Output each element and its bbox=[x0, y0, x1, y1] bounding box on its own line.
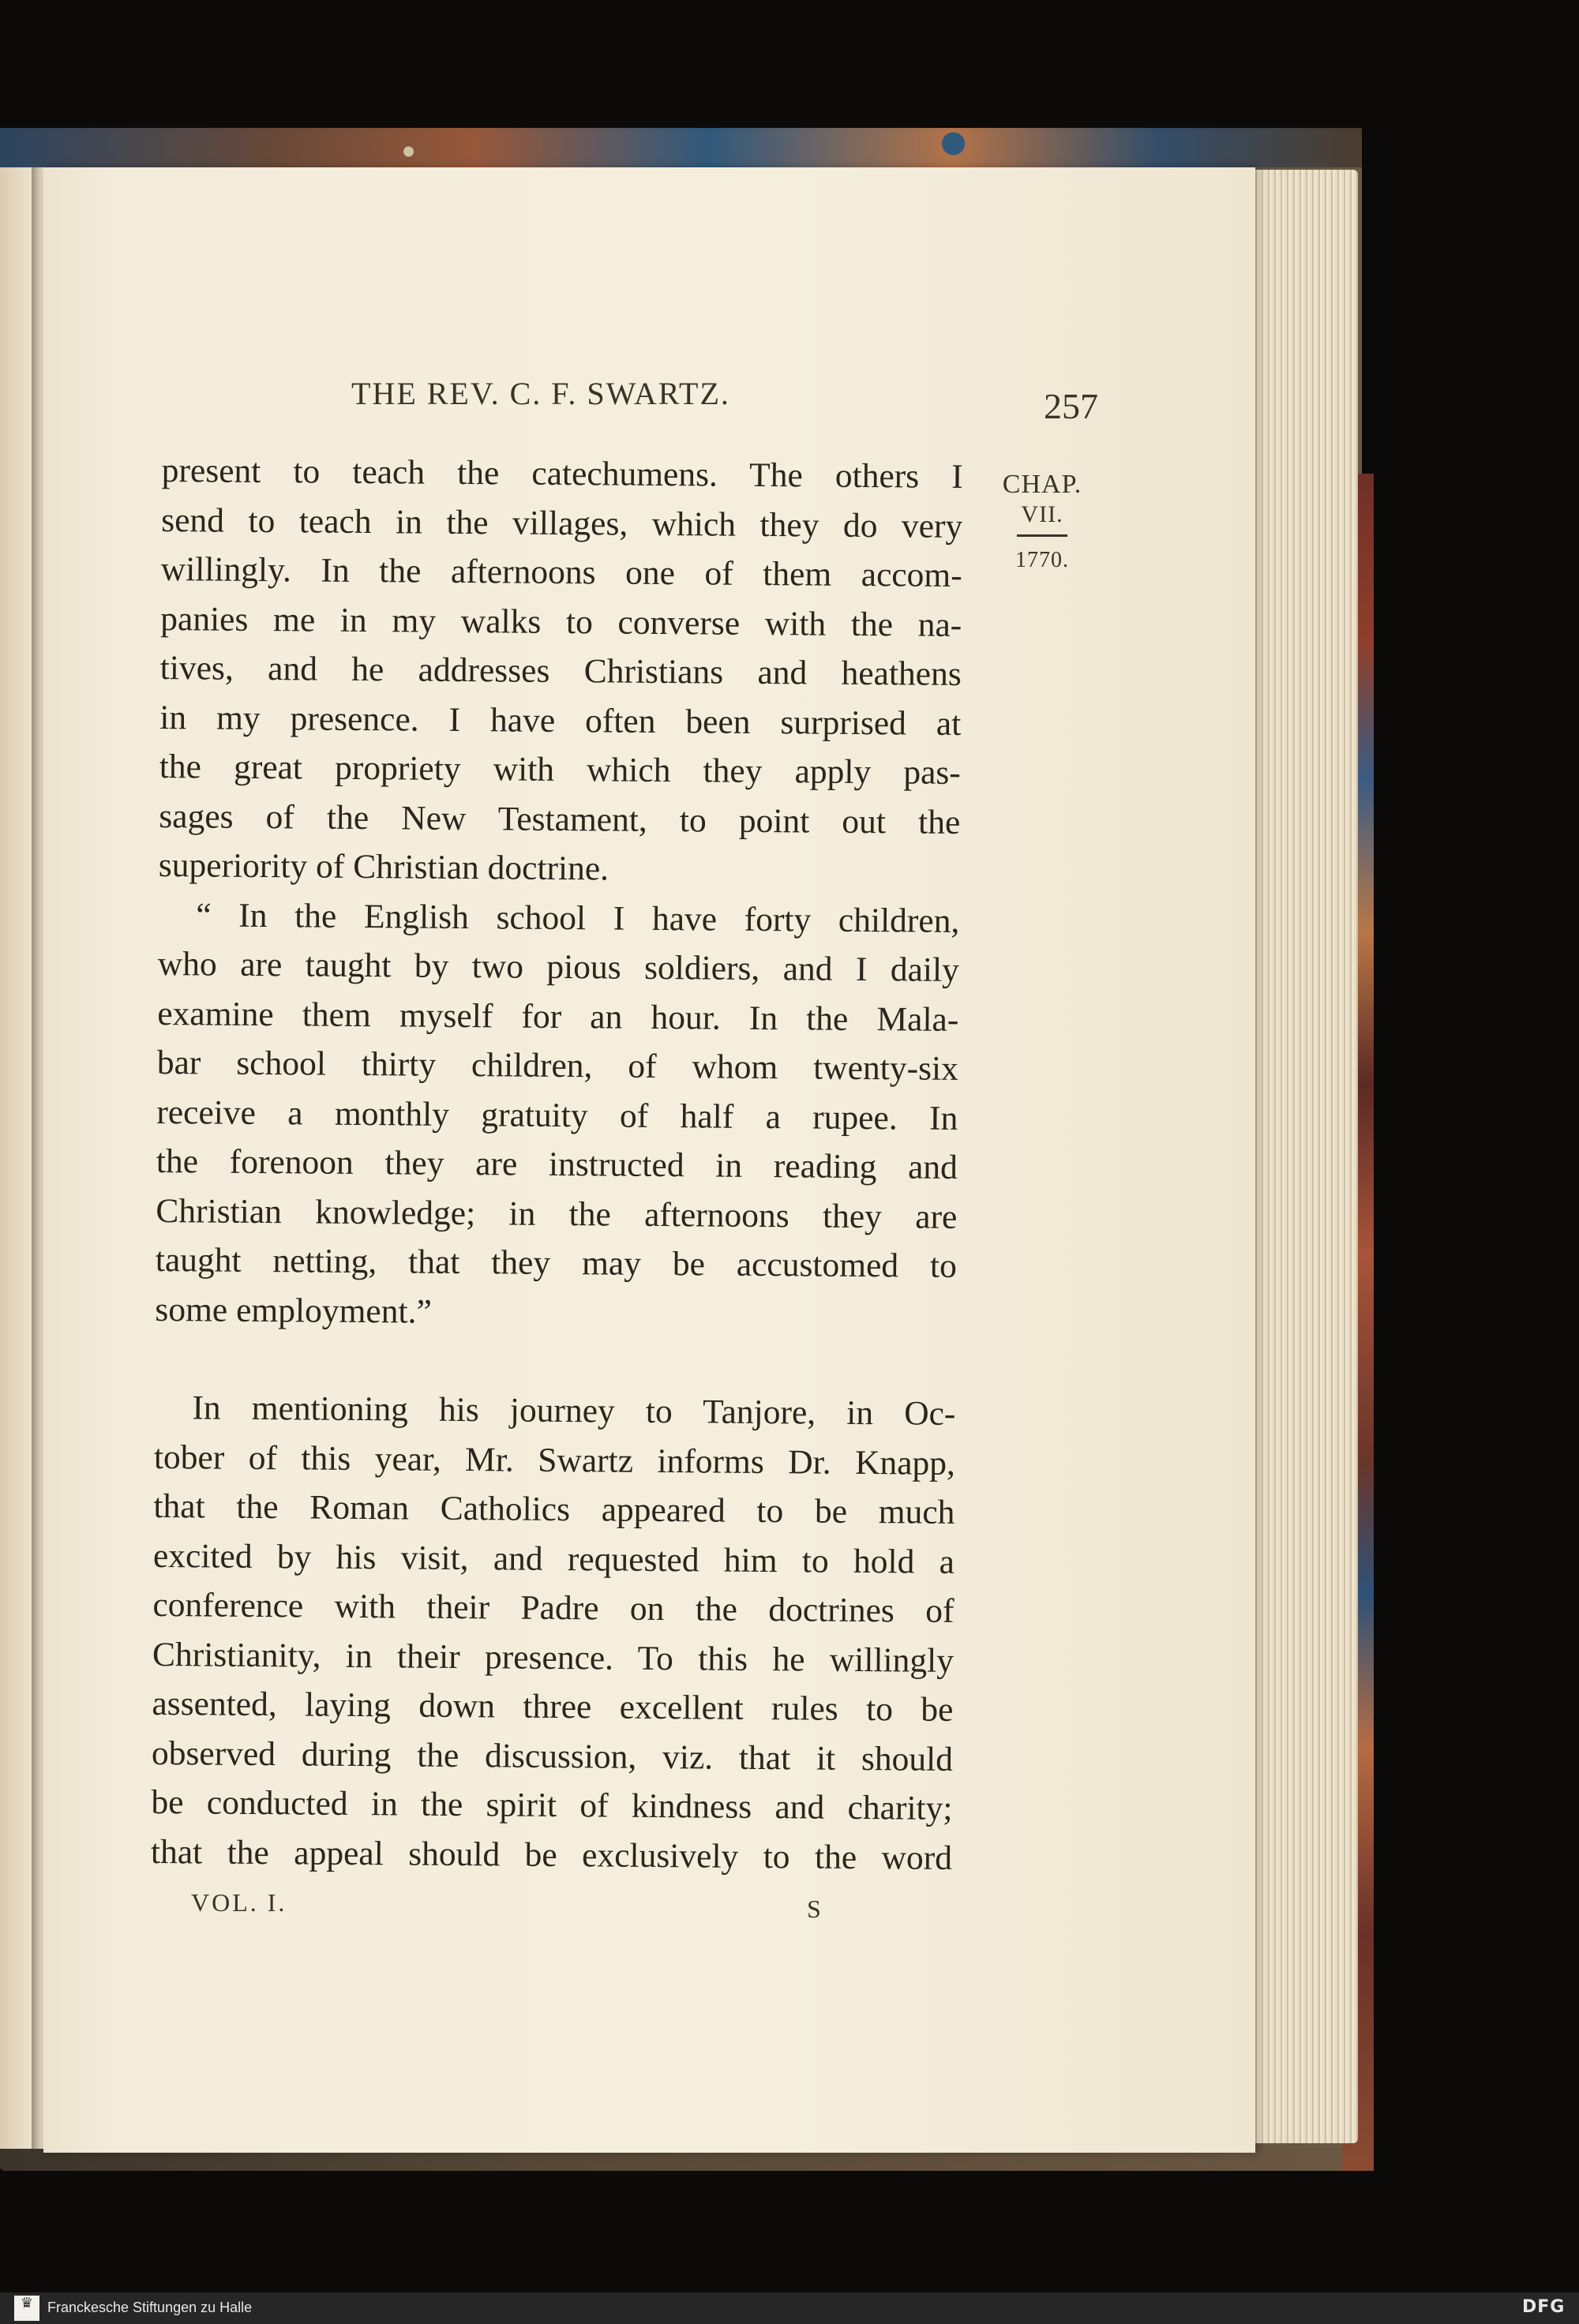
text-line: willingly. In the afternoons one of them accom- bbox=[160, 549, 962, 594]
text-line: “ In the English school I have forty children, bbox=[196, 895, 960, 940]
margin-rule bbox=[1017, 534, 1067, 537]
running-head: THE REV. C. F. SWARTZ. bbox=[351, 376, 730, 411]
margin-chap-label: CHAP. bbox=[1002, 470, 1082, 499]
text-line: in my presence. I have often been surprised at bbox=[159, 698, 962, 743]
text-line: that the Roman Catholics appeared to be much bbox=[153, 1486, 955, 1531]
text-line: who are taught by two pious soldiers, and I daily bbox=[157, 944, 960, 989]
volume-signature: VOL. I. bbox=[191, 1888, 287, 1917]
text-line: Christian knowledge; in the afternoons they are bbox=[156, 1191, 958, 1236]
marbled-top-edge bbox=[0, 128, 1362, 167]
dfg-badge: DFG bbox=[1522, 2297, 1566, 2317]
text-line: Christianity, in their presence. To this he willingly bbox=[152, 1635, 955, 1680]
text-line: some employment.” bbox=[155, 1290, 432, 1331]
paragraph-gap bbox=[155, 1334, 956, 1389]
footer-institution: Franckesche Stiftungen zu Halle bbox=[47, 2300, 253, 2315]
text-line: the great propriety with which they apply pas- bbox=[159, 747, 961, 792]
text-line: superiority of Christian doctrine. bbox=[158, 845, 609, 888]
text-line: observed during the discussion, viz. that it should bbox=[151, 1734, 954, 1779]
text-line: present to teach the catechumens. The others I bbox=[161, 451, 963, 496]
text-line: be conducted in the spirit of kindness and charity; bbox=[151, 1782, 953, 1827]
text-line: excited by his visit, and requested him to hold a bbox=[152, 1536, 955, 1581]
text-line: conference with their Padre on the doctrines of bbox=[152, 1585, 955, 1630]
left-page-edge bbox=[0, 167, 36, 2149]
text-line: sages of the New Testament, to point out the bbox=[159, 797, 961, 842]
text-line: bar school thirty children, of whom twenty-six bbox=[156, 1043, 959, 1088]
text-line: assented, laying down three excellent rules to be bbox=[152, 1684, 954, 1729]
text-line: send to teach in the villages, which they do very bbox=[161, 500, 963, 545]
body-text bbox=[151, 446, 963, 1883]
margin-note bbox=[991, 470, 1093, 573]
text-line: tober of this year, Mr. Swartz informs Dr. Knapp, bbox=[153, 1438, 956, 1482]
institution-logo-icon: ♛ bbox=[14, 2296, 39, 2321]
text-line: the forenoon they are instructed in reading and bbox=[156, 1141, 958, 1186]
signature-mark: S bbox=[807, 1895, 821, 1923]
text-line: examine them myself for an hour. In the Mala- bbox=[157, 994, 959, 1039]
text-line: In mentioning his journey to Tanjore, in Oc- bbox=[192, 1389, 956, 1433]
text-line: receive a monthly gratuity of half a rupee. In bbox=[156, 1093, 958, 1138]
text-line: that the appeal should be exclusively to the word bbox=[150, 1832, 953, 1877]
margin-year: 1770. bbox=[1015, 548, 1069, 572]
text-line: panies me in my walks to converse with the na- bbox=[160, 599, 962, 644]
text-line: taught netting, that they may be accustomed to bbox=[155, 1240, 958, 1285]
text-line: tives, and he addresses Christians and heathens bbox=[159, 648, 962, 693]
margin-chap-number: VII. bbox=[1021, 501, 1063, 527]
page-number: 257 bbox=[1044, 386, 1098, 426]
